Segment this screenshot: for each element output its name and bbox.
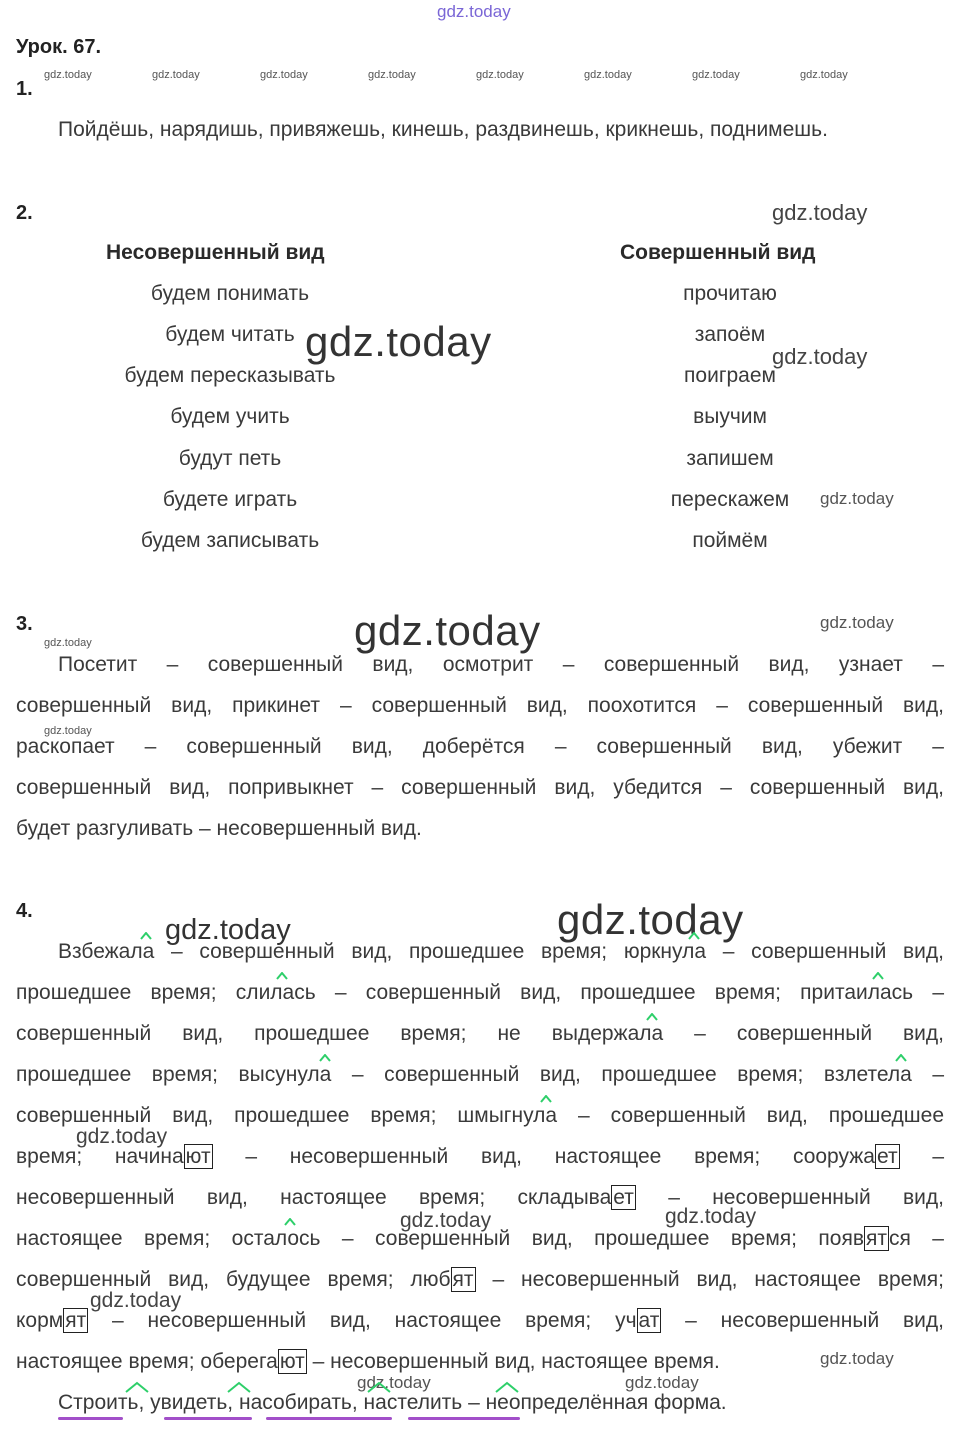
text-segment: – <box>899 1145 944 1168</box>
infinitive-word: настелить <box>363 1391 463 1414</box>
perfective-item: запоём <box>694 323 766 346</box>
stress-caret-icon <box>688 932 700 940</box>
text-segment: совершенный вид, будущее время; люб <box>16 1268 451 1291</box>
imperfective-item: будут петь <box>178 447 282 470</box>
stress-caret-icon <box>319 1054 331 1062</box>
task4-line: совершенный вид, прошедшее время; не выдержала – совершенный вид, <box>16 1022 944 1045</box>
watermark: gdz.today <box>625 1373 699 1392</box>
imperfective-item: будем понимать <box>150 282 310 305</box>
watermark: gdz.today <box>820 1349 894 1368</box>
text-segment: – неопределённая форма. <box>462 1391 727 1414</box>
ending-box: ат <box>638 1309 660 1332</box>
underline-mark <box>164 1417 252 1420</box>
task4-line: совершенный вид, прошедшее время; шмыгнула – совершенный вид, прошедшее <box>16 1104 944 1127</box>
watermark: gdz.today <box>260 69 308 81</box>
text-segment: корм <box>16 1309 64 1332</box>
perfective-item: перескажем <box>670 488 790 511</box>
text-segment: настоящее время; осталось – совершенный вид, прошедшее время; появ <box>16 1227 864 1250</box>
task4-line: прошедшее время; слилась – совершенный вид, прошедшее время; притаилась – <box>16 981 944 1004</box>
watermark: gdz.today <box>76 1125 168 1148</box>
task3-paragraph <box>16 644 944 849</box>
task1-text: Пойдёшь, нарядишь, привяжешь, кинешь, раздвинешь, крикнешь, поднимешь. <box>58 118 828 141</box>
infinitive-word: Строить <box>58 1391 139 1414</box>
ending-box: ят <box>65 1309 87 1332</box>
watermark: gdz.today <box>772 200 868 225</box>
suffix-arc-icon <box>124 1380 150 1394</box>
perfective-item: запишем <box>686 447 774 470</box>
infinitive-word: насобирать <box>238 1391 352 1414</box>
separator: , <box>351 1391 364 1414</box>
ending-box: ят <box>452 1268 474 1291</box>
stress-caret-icon <box>276 972 288 980</box>
watermark: gdz.today <box>820 613 894 632</box>
task3-line: будет разгуливать – несовершенный вид. <box>16 817 422 840</box>
ending-box: ют <box>279 1350 305 1373</box>
watermark-large: gdz.today <box>354 607 541 654</box>
perfective-item: выучим <box>693 405 767 428</box>
imperfective-item: будем пересказывать <box>124 364 336 387</box>
ending-box: ет <box>613 1186 634 1209</box>
task4-paragraph <box>16 931 944 1423</box>
watermark: gdz.today <box>476 69 524 81</box>
watermark: gdz.today <box>584 69 632 81</box>
task4-line: прошедшее время; высунула – совершенный вид, прошедшее время; взлетела – <box>16 1063 944 1086</box>
perfective-item: поиграем <box>684 364 776 387</box>
imperfective-item: будете играть <box>162 488 298 511</box>
watermark: gdz.today <box>357 1373 431 1392</box>
text-segment: время; начина <box>16 1145 184 1168</box>
underline-mark <box>58 1417 123 1420</box>
imperfective-item: будем записывать <box>140 529 320 552</box>
underline-mark <box>408 1417 520 1420</box>
task3-line: совершенный вид, прикинет – совершенный вид, поохотится – совершенный вид, <box>16 694 944 717</box>
stress-caret-icon <box>540 1095 552 1103</box>
watermark: gdz.today <box>90 1289 182 1312</box>
perfective-item: прочитаю <box>683 282 777 305</box>
watermark: gdz.today <box>368 69 416 81</box>
watermark: gdz.today <box>772 344 868 369</box>
underline-mark <box>266 1417 392 1420</box>
suffix-arc-icon <box>494 1380 520 1394</box>
task3-line: совершенный вид, попривыкнет – совершенный вид, убедится – совершенный вид, <box>16 776 944 799</box>
ending-box: ют <box>185 1145 211 1168</box>
stress-caret-icon <box>284 1218 296 1226</box>
watermark-large: gdz.today <box>557 896 744 943</box>
watermark: gdz.today <box>692 69 740 81</box>
task3-line: раскопает – совершенный вид, доберётся – совершенный вид, убежит – <box>16 735 944 758</box>
perfective-item: поймём <box>692 529 768 552</box>
watermark: gdz.today <box>44 69 92 81</box>
col-header-imperfective: Несовершенный вид <box>106 241 325 264</box>
ending-box: ят <box>866 1227 887 1250</box>
watermark: gdz.today <box>44 637 92 649</box>
text-segment: – несовершенный вид, настоящее время; сооружа <box>212 1145 875 1168</box>
ending-box: ет <box>876 1145 898 1168</box>
lesson-title: Урок. 67. <box>16 36 102 58</box>
watermark: gdz.today <box>165 914 291 946</box>
watermark: gdz.today <box>820 489 894 508</box>
stress-caret-icon <box>646 1013 658 1021</box>
watermark: gdz.today <box>44 725 92 737</box>
watermark: gdz.today <box>800 69 848 81</box>
task3-number: 3. <box>16 613 33 635</box>
text-segment: ся – <box>889 1227 944 1250</box>
watermark: gdz.today <box>400 1209 492 1232</box>
stress-caret-icon <box>895 1054 907 1062</box>
text-segment: – несовершенный вид, настоящее время. <box>306 1350 720 1373</box>
task4-number: 4. <box>16 900 33 922</box>
separator: , <box>227 1391 239 1414</box>
text-segment: – несовершенный вид, настоящее время; уч <box>88 1309 637 1332</box>
suffix-arc-icon <box>366 1380 392 1394</box>
col-header-perfective: Совершенный вид <box>620 241 816 264</box>
imperfective-item: будем читать <box>165 323 295 346</box>
task2-number: 2. <box>16 202 33 224</box>
infinitive-word: увидеть <box>150 1391 228 1414</box>
task1-number: 1. <box>16 78 33 100</box>
imperfective-item: будем учить <box>170 405 290 428</box>
stress-caret-icon <box>140 932 152 940</box>
text-segment: – несовершенный вид, настоящее время; <box>475 1268 945 1291</box>
watermark-top: gdz.today <box>437 2 511 21</box>
task4-line: Взбежала – совершенный вид, прошедшее время; юркнула – совершенный вид, <box>58 940 944 963</box>
text-segment: – несовершенный вид, <box>635 1186 944 1209</box>
text-segment: – несовершенный вид, <box>661 1309 944 1332</box>
watermark: gdz.today <box>665 1205 757 1228</box>
suffix-arc-icon <box>226 1380 252 1394</box>
task4-line <box>16 1341 944 1382</box>
separator: , <box>138 1391 151 1414</box>
stress-caret-icon <box>872 972 884 980</box>
task3-line: Посетит – совершенный вид, осмотрит – совершенный вид, узнает – <box>58 653 944 676</box>
watermark: gdz.today <box>152 69 200 81</box>
text-segment: настоящее время; оберега <box>16 1350 278 1373</box>
watermark-large: gdz.today <box>305 318 492 365</box>
text-segment: несовершенный вид, настоящее время; складыва <box>16 1186 612 1209</box>
